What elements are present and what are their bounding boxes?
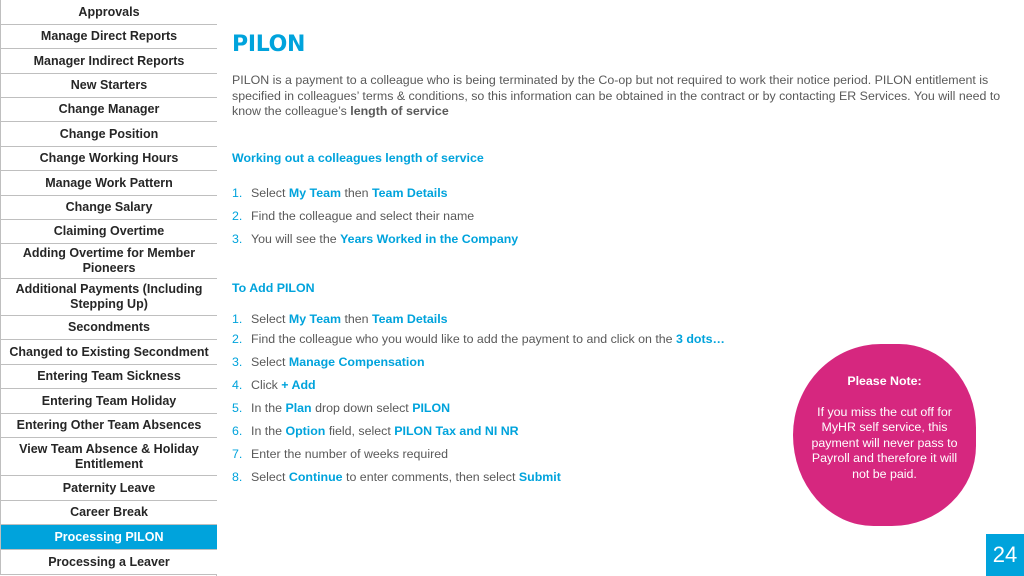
- s2-step-7: [232, 447, 448, 461]
- step-text: field, select: [325, 424, 395, 438]
- step-highlight: My Team: [288, 312, 341, 326]
- step-text: Select: [251, 470, 289, 484]
- step-number: 6.: [232, 424, 243, 438]
- sidebar-item-paternity-leave[interactable]: Paternity Leave: [0, 476, 217, 501]
- step-number: 1.: [232, 312, 243, 326]
- step-highlight: Manage Compensation: [288, 355, 425, 369]
- step-text: then: [341, 312, 373, 326]
- step-highlight: PILON Tax and NI NR: [394, 424, 519, 438]
- sidebar-item-change-working-hours[interactable]: Change Working Hours: [0, 147, 217, 171]
- step-highlight: PILON: [412, 401, 451, 415]
- step-highlight: Plan: [285, 401, 312, 415]
- page-number: 24: [986, 534, 1024, 576]
- step-number: 8.: [232, 470, 243, 484]
- step-highlight: Submit: [518, 470, 561, 484]
- s2-step-3: [232, 355, 425, 369]
- sidebar-item-secondments[interactable]: Secondments: [0, 316, 217, 340]
- step-text: Find the colleague who you would like to add the payment to and click on the: [251, 332, 676, 346]
- sidebar-item-change-manager[interactable]: Change Manager: [0, 98, 217, 122]
- step-number: 2.: [232, 209, 243, 223]
- sidebar-item-view-team-absence[interactable]: View Team Absence & Holiday Entitlement: [0, 438, 217, 476]
- step-text: Click: [251, 378, 282, 392]
- step-number: 3.: [232, 232, 243, 246]
- sidebar-item-entering-other-team-absences[interactable]: Entering Other Team Absences: [0, 414, 217, 438]
- intro-paragraph: [232, 73, 1012, 120]
- step-number: 3.: [232, 355, 243, 369]
- intro-text: PILON is a payment to a colleague who is being terminated by the Co-op but not required to work their notice period. PILON entitlement is specified in colleagues’ terms & conditions, so this information can be obtained in the contract or by contacting ER Services. You will need to know the colleague’s: [232, 73, 1001, 119]
- step-text: drop down select: [311, 401, 413, 415]
- step-text: Select: [251, 355, 289, 369]
- note-title: Please Note:: [847, 374, 922, 388]
- step-highlight: My Team: [288, 186, 341, 200]
- please-note-callout: [793, 344, 976, 526]
- s2-step-5: [232, 401, 450, 415]
- step-number: 7.: [232, 447, 243, 461]
- note-body: If you miss the cut off for MyHR self service, this payment will never pass to Payroll and therefore it will not be paid.: [811, 404, 958, 481]
- s2-step-4: [232, 378, 316, 392]
- step-text: Find the colleague and select their name: [251, 209, 475, 223]
- step-number: 2.: [232, 332, 243, 346]
- step-text: to enter comments, then select: [342, 470, 519, 484]
- page-title: PILON: [232, 32, 306, 57]
- step-text: then: [341, 186, 373, 200]
- step-number: 5.: [232, 401, 243, 415]
- sidebar-item-changed-existing-secondment[interactable]: Changed to Existing Secondment: [0, 340, 217, 365]
- step-highlight: Option: [285, 424, 326, 438]
- s1-step-2: [232, 209, 474, 223]
- sidebar-item-change-salary[interactable]: Change Salary: [0, 196, 217, 220]
- intro-bold: length of service: [350, 104, 449, 119]
- step-highlight: Team Details: [372, 186, 448, 200]
- sidebar-item-change-position[interactable]: Change Position: [0, 122, 217, 147]
- step-text: Select: [251, 312, 289, 326]
- section-heading-length-of-service: Working out a colleagues length of service: [232, 151, 484, 165]
- sidebar-item-approvals[interactable]: Approvals: [0, 0, 217, 25]
- step-text: In the: [251, 401, 286, 415]
- section-heading-add-pilon: To Add PILON: [232, 281, 315, 295]
- sidebar-item-new-starters[interactable]: New Starters: [0, 74, 217, 98]
- s2-step-6: [232, 424, 519, 438]
- step-highlight: Team Details: [372, 312, 448, 326]
- s2-step-1: [232, 312, 448, 326]
- step-text: Enter the number of weeks required: [251, 447, 448, 461]
- sidebar-item-adding-overtime-member-pioneers[interactable]: Adding Overtime for Member Pioneers: [0, 244, 217, 279]
- sidebar-item-manage-direct-reports[interactable]: Manage Direct Reports: [0, 25, 217, 49]
- sidebar-item-claiming-overtime[interactable]: Claiming Overtime: [0, 220, 217, 244]
- sidebar-nav: [0, 0, 217, 576]
- s1-step-1: [232, 186, 448, 200]
- step-number: 1.: [232, 186, 243, 200]
- step-highlight: + Add: [281, 378, 316, 392]
- sidebar-item-additional-payments[interactable]: Additional Payments (Including Stepping Up): [0, 279, 217, 316]
- sidebar-item-processing-leaver[interactable]: Processing a Leaver: [0, 550, 217, 575]
- step-text: In the: [251, 424, 286, 438]
- s2-step-8: [232, 470, 561, 484]
- sidebar-item-entering-team-holiday[interactable]: Entering Team Holiday: [0, 389, 217, 414]
- s1-step-3: [232, 232, 518, 246]
- sidebar-item-manager-indirect-reports[interactable]: Manager Indirect Reports: [0, 49, 217, 74]
- sidebar-item-entering-team-sickness[interactable]: Entering Team Sickness: [0, 365, 217, 389]
- sidebar-item-career-break[interactable]: Career Break: [0, 501, 217, 525]
- step-number: 4.: [232, 378, 243, 392]
- sidebar-item-processing-pilon[interactable]: Processing PILON: [0, 525, 217, 550]
- step-highlight: Years Worked in the Company: [340, 232, 519, 246]
- step-highlight: Continue: [288, 470, 343, 484]
- step-text: You will see the: [251, 232, 341, 246]
- step-text: Select: [251, 186, 289, 200]
- step-highlight: 3 dots…: [676, 332, 725, 346]
- sidebar-item-manage-work-pattern[interactable]: Manage Work Pattern: [0, 171, 217, 196]
- s2-step-2: [232, 332, 725, 346]
